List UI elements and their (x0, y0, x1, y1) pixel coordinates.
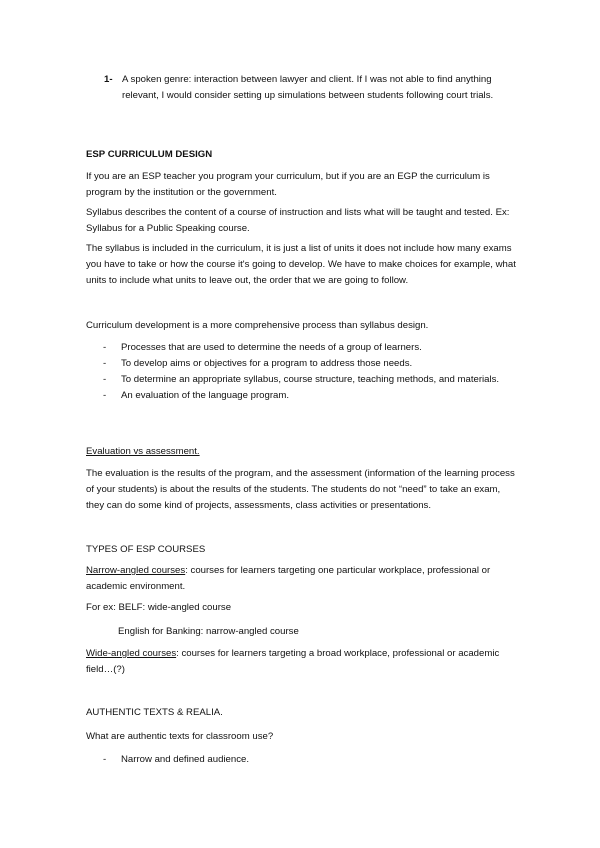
list-item (103, 372, 523, 388)
list-item (103, 388, 523, 404)
list-item-text: To determine an appropriate syllabus, course structure, teaching methods, and materials. (121, 374, 500, 385)
paragraph-evaluation: The evaluation is the results of the program, and the assessment (information of the learning process of your students) is about the results of the students. The students do not “need” to take an exam, they can do some kind of projects, assessments, class activities or presentations. (86, 468, 515, 511)
bullet-dash: - (103, 358, 107, 369)
section-heading-authentic: AUTHENTIC TEXTS & REALIA. (86, 707, 223, 718)
numbered-item-1 (104, 72, 524, 104)
bullet-dash: - (103, 390, 107, 401)
paragraph-esp-teacher: If you are an ESP teacher you program your curriculum, but if you are an EGP the curriculum is program by the institution or the government. (86, 171, 490, 198)
section-heading-types: TYPES OF ESP COURSES (86, 544, 206, 555)
paragraph-syllabus-definition: Syllabus describes the content of a course of instruction and lists what will be taught and tested. Ex: Syllabus for a Public Speaking course. (86, 207, 510, 234)
term-wide-angled: Wide-angled courses (86, 648, 177, 659)
list-item-text: Narrow and defined audience. (121, 754, 250, 765)
paragraph-example-indent: English for Banking: narrow-angled course (118, 626, 299, 637)
section-heading-esp-curriculum: ESP CURRICULUM DESIGN (86, 149, 213, 160)
bullet-dash: - (103, 342, 107, 353)
list-item-text: To develop aims or objectives for a program to address those needs. (121, 358, 413, 369)
paragraph-curriculum-development: Curriculum development is a more comprehensive process than syllabus design. (86, 320, 429, 331)
term-narrow-angled: Narrow-angled courses (86, 565, 186, 576)
curriculum-development-list (103, 340, 523, 404)
list-item-text: Processes that are used to determine the needs of a group of learners. (121, 342, 422, 353)
list-item (103, 356, 523, 372)
authentic-texts-list (103, 752, 523, 768)
section-heading-evaluation: Evaluation vs assessment. (86, 446, 200, 457)
item-text: A spoken genre: interaction between lawyer and client. If I was not able to find anything relevant, I would consider setting up simulations between students following court trials. (122, 74, 494, 101)
bullet-dash: - (103, 374, 107, 385)
definition-narrow-angled: : courses for learners targeting one particular workplace, professional or academic environment. (86, 565, 491, 592)
list-item (103, 752, 523, 768)
paragraph-narrow-angled (86, 563, 516, 595)
list-item-text: An evaluation of the language program. (121, 390, 290, 401)
paragraph-wide-angled (86, 646, 516, 678)
bullet-dash: - (103, 754, 107, 765)
list-item (103, 340, 523, 356)
paragraph-syllabus-in-curriculum: The syllabus is included in the curriculum, it is just a list of units it does not include how many exams you have to take or how the course it's going to develop. We have to make choices for example, what units to include what units to leave out, the order that we are going to follow. (86, 243, 516, 286)
definition-wide-angled: : courses for learners targeting a broad workplace, professional or academic field…(?) (86, 648, 500, 675)
item-number: 1- (104, 74, 113, 85)
paragraph-example: For ex: BELF: wide-angled course (86, 602, 232, 613)
paragraph-authentic-question: What are authentic texts for classroom use? (86, 731, 274, 742)
